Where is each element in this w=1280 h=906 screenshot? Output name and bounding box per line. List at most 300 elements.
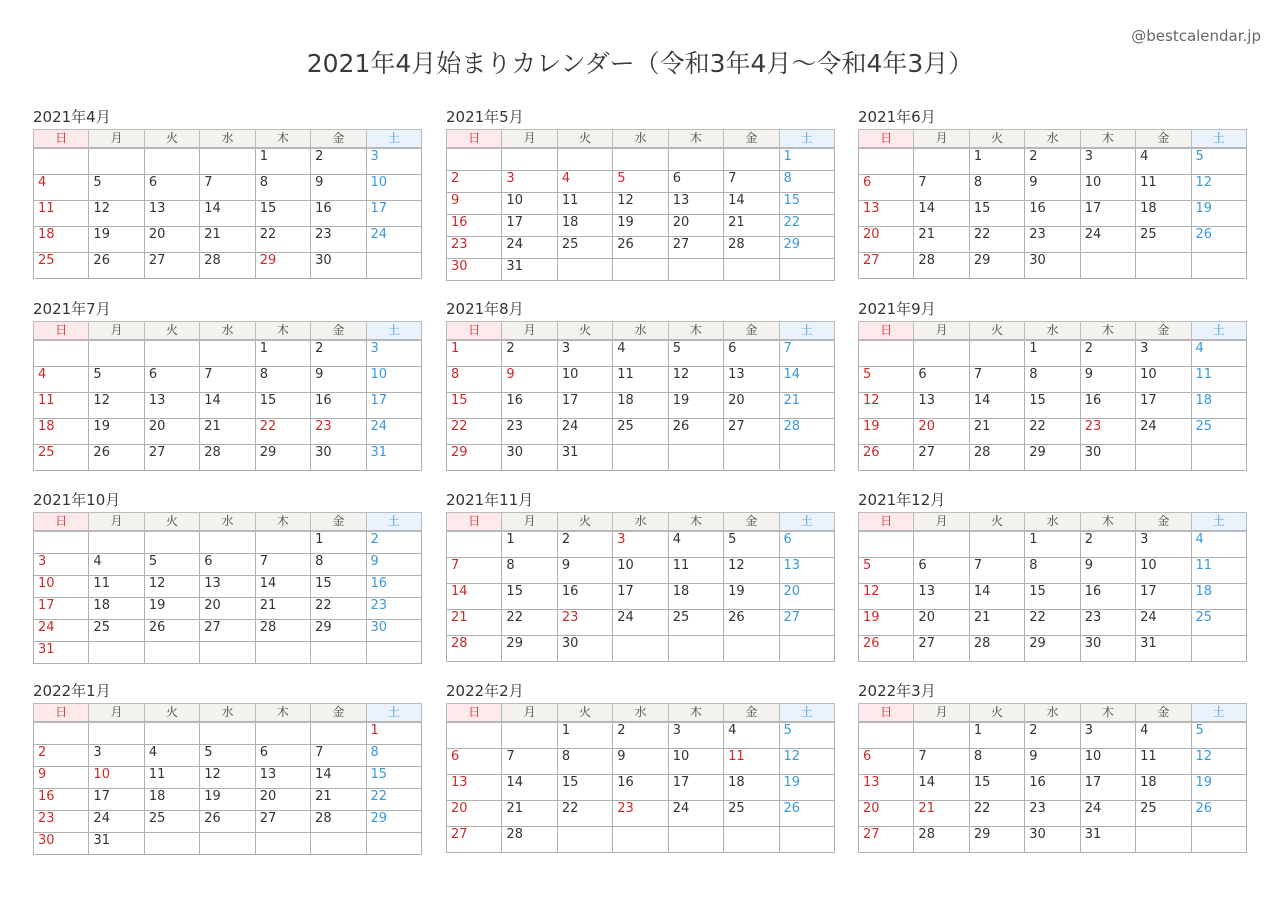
month-calendar bbox=[446, 106, 835, 281]
weekday-header: 月 bbox=[502, 322, 557, 341]
day-cell: 3 bbox=[613, 531, 668, 558]
day-cell: 8 bbox=[779, 171, 834, 193]
day-cell: 17 bbox=[89, 789, 144, 811]
month-calendar bbox=[858, 680, 1247, 853]
day-cell: 16 bbox=[311, 393, 366, 419]
day-cell: 1 bbox=[311, 531, 366, 554]
month-title: 2022年1月 bbox=[33, 682, 111, 700]
week-row bbox=[859, 801, 1247, 827]
day-cell: 23 bbox=[613, 801, 668, 827]
day-cell: 27 bbox=[859, 827, 914, 853]
week-row bbox=[859, 148, 1247, 175]
day-cell: 25 bbox=[613, 419, 668, 445]
day-cell: 30 bbox=[1080, 636, 1135, 662]
day-cell: 22 bbox=[1025, 610, 1080, 636]
weekday-header: 土 bbox=[779, 322, 834, 341]
weekday-header-row bbox=[447, 513, 835, 532]
day-cell: 26 bbox=[859, 636, 914, 662]
day-cell: 1 bbox=[1025, 531, 1080, 558]
empty-cell bbox=[557, 827, 612, 853]
weekday-header: 木 bbox=[668, 704, 723, 723]
day-cell: 7 bbox=[311, 745, 366, 767]
day-cell: 21 bbox=[200, 227, 255, 253]
day-cell: 11 bbox=[668, 558, 723, 584]
day-cell: 10 bbox=[557, 367, 612, 393]
day-cell: 14 bbox=[914, 201, 969, 227]
day-cell: 22 bbox=[255, 227, 310, 253]
day-cell: 15 bbox=[311, 576, 366, 598]
empty-cell bbox=[200, 642, 255, 664]
week-row bbox=[34, 722, 422, 745]
month-calendar bbox=[446, 489, 835, 662]
day-cell: 14 bbox=[914, 775, 969, 801]
day-cell: 7 bbox=[502, 749, 557, 775]
day-cell: 27 bbox=[859, 253, 914, 279]
day-cell: 6 bbox=[255, 745, 310, 767]
day-cell: 20 bbox=[447, 801, 502, 827]
day-cell: 22 bbox=[311, 598, 366, 620]
day-cell: 8 bbox=[311, 554, 366, 576]
week-row bbox=[859, 584, 1247, 610]
day-cell: 3 bbox=[1136, 340, 1191, 367]
day-cell: 10 bbox=[502, 193, 557, 215]
day-cell: 25 bbox=[1136, 227, 1191, 253]
week-row bbox=[34, 367, 422, 393]
day-cell: 26 bbox=[613, 237, 668, 259]
day-cell: 24 bbox=[668, 801, 723, 827]
weekday-header: 土 bbox=[366, 130, 421, 149]
day-cell: 14 bbox=[200, 201, 255, 227]
day-cell: 25 bbox=[1191, 610, 1246, 636]
day-cell: 18 bbox=[1191, 584, 1246, 610]
empty-cell bbox=[34, 722, 89, 745]
day-cell: 5 bbox=[144, 554, 199, 576]
weekday-header: 日 bbox=[34, 322, 89, 341]
day-cell: 30 bbox=[311, 445, 366, 471]
day-cell: 12 bbox=[1191, 175, 1246, 201]
day-cell: 29 bbox=[1025, 636, 1080, 662]
weekday-header: 月 bbox=[914, 704, 969, 723]
week-row bbox=[447, 531, 835, 558]
week-row bbox=[859, 827, 1247, 853]
day-cell: 16 bbox=[1025, 775, 1080, 801]
day-cell: 21 bbox=[969, 610, 1024, 636]
day-cell: 6 bbox=[914, 367, 969, 393]
day-cell: 3 bbox=[1136, 531, 1191, 558]
day-cell: 3 bbox=[1080, 722, 1135, 749]
day-cell: 7 bbox=[779, 340, 834, 367]
month-calendar bbox=[33, 298, 422, 471]
month-title: 2021年7月 bbox=[33, 300, 111, 318]
day-cell: 30 bbox=[311, 253, 366, 279]
empty-cell bbox=[668, 827, 723, 853]
day-cell: 25 bbox=[557, 237, 612, 259]
weekday-header: 日 bbox=[447, 322, 502, 341]
weekday-header: 日 bbox=[859, 513, 914, 532]
day-cell: 13 bbox=[779, 558, 834, 584]
week-row bbox=[34, 811, 422, 833]
day-cell: 24 bbox=[557, 419, 612, 445]
day-cell: 16 bbox=[311, 201, 366, 227]
week-row bbox=[859, 419, 1247, 445]
empty-cell bbox=[144, 722, 199, 745]
day-cell: 22 bbox=[502, 610, 557, 636]
day-cell: 29 bbox=[779, 237, 834, 259]
day-cell: 9 bbox=[366, 554, 421, 576]
day-cell: 25 bbox=[1136, 801, 1191, 827]
week-row bbox=[34, 393, 422, 419]
day-cell: 14 bbox=[779, 367, 834, 393]
day-cell: 25 bbox=[668, 610, 723, 636]
day-cell: 26 bbox=[779, 801, 834, 827]
empty-cell bbox=[255, 642, 310, 664]
day-cell: 24 bbox=[366, 227, 421, 253]
day-cell: 13 bbox=[914, 393, 969, 419]
weekday-header-row bbox=[34, 513, 422, 532]
day-cell: 20 bbox=[859, 227, 914, 253]
weekday-header: 土 bbox=[1191, 513, 1246, 532]
day-cell: 20 bbox=[859, 801, 914, 827]
day-cell: 3 bbox=[502, 171, 557, 193]
day-cell: 22 bbox=[969, 227, 1024, 253]
month-title: 2021年8月 bbox=[446, 300, 524, 318]
day-cell: 11 bbox=[34, 393, 89, 419]
empty-cell bbox=[200, 531, 255, 554]
week-row bbox=[447, 775, 835, 801]
week-row bbox=[34, 531, 422, 554]
day-cell: 4 bbox=[89, 554, 144, 576]
day-cell: 5 bbox=[724, 531, 779, 558]
day-cell: 6 bbox=[144, 367, 199, 393]
empty-cell bbox=[447, 148, 502, 171]
day-cell: 27 bbox=[668, 237, 723, 259]
weekday-header: 水 bbox=[200, 513, 255, 532]
day-cell: 9 bbox=[447, 193, 502, 215]
day-cell: 28 bbox=[969, 636, 1024, 662]
day-cell: 31 bbox=[502, 259, 557, 281]
month-title: 2022年2月 bbox=[446, 682, 524, 700]
day-cell: 24 bbox=[1080, 801, 1135, 827]
day-cell: 27 bbox=[447, 827, 502, 853]
day-cell: 15 bbox=[779, 193, 834, 215]
day-cell: 25 bbox=[89, 620, 144, 642]
week-row bbox=[447, 636, 835, 662]
day-cell: 14 bbox=[724, 193, 779, 215]
day-cell: 15 bbox=[255, 201, 310, 227]
week-row bbox=[447, 558, 835, 584]
day-cell: 17 bbox=[502, 215, 557, 237]
day-cell: 16 bbox=[1025, 201, 1080, 227]
day-cell: 12 bbox=[144, 576, 199, 598]
day-cell: 14 bbox=[969, 584, 1024, 610]
weekday-header: 月 bbox=[914, 322, 969, 341]
day-cell: 28 bbox=[914, 827, 969, 853]
day-cell: 3 bbox=[366, 148, 421, 175]
day-cell: 2 bbox=[502, 340, 557, 367]
weekday-header: 木 bbox=[255, 322, 310, 341]
month-table bbox=[858, 129, 1247, 279]
weekday-header: 水 bbox=[200, 704, 255, 723]
weekday-header: 金 bbox=[311, 322, 366, 341]
weekday-header: 金 bbox=[724, 513, 779, 532]
day-cell: 5 bbox=[779, 722, 834, 749]
day-cell: 8 bbox=[447, 367, 502, 393]
day-cell: 1 bbox=[557, 722, 612, 749]
day-cell: 5 bbox=[200, 745, 255, 767]
day-cell: 9 bbox=[1080, 367, 1135, 393]
week-row bbox=[34, 789, 422, 811]
day-cell: 16 bbox=[447, 215, 502, 237]
week-row bbox=[447, 148, 835, 171]
day-cell: 18 bbox=[144, 789, 199, 811]
weekday-header: 土 bbox=[1191, 322, 1246, 341]
empty-cell bbox=[859, 531, 914, 558]
empty-cell bbox=[89, 148, 144, 175]
day-cell: 14 bbox=[255, 576, 310, 598]
day-cell: 4 bbox=[1191, 531, 1246, 558]
day-cell: 15 bbox=[447, 393, 502, 419]
month-title: 2021年5月 bbox=[446, 108, 524, 126]
weekday-header: 木 bbox=[255, 130, 310, 149]
day-cell: 2 bbox=[311, 148, 366, 175]
day-cell: 27 bbox=[255, 811, 310, 833]
day-cell: 15 bbox=[502, 584, 557, 610]
empty-cell bbox=[34, 340, 89, 367]
day-cell: 13 bbox=[255, 767, 310, 789]
empty-cell bbox=[1080, 253, 1135, 279]
day-cell: 17 bbox=[668, 775, 723, 801]
day-cell: 27 bbox=[200, 620, 255, 642]
day-cell: 17 bbox=[1136, 584, 1191, 610]
weekday-header: 土 bbox=[366, 513, 421, 532]
day-cell: 30 bbox=[1025, 253, 1080, 279]
weekday-header: 土 bbox=[779, 130, 834, 149]
day-cell: 22 bbox=[969, 801, 1024, 827]
weekday-header: 土 bbox=[366, 322, 421, 341]
weekday-header: 金 bbox=[1136, 130, 1191, 149]
day-cell: 21 bbox=[447, 610, 502, 636]
day-cell: 30 bbox=[1080, 445, 1135, 471]
empty-cell bbox=[311, 642, 366, 664]
empty-cell bbox=[613, 636, 668, 662]
day-cell: 25 bbox=[724, 801, 779, 827]
empty-cell bbox=[255, 833, 310, 855]
day-cell: 3 bbox=[557, 340, 612, 367]
day-cell: 8 bbox=[366, 745, 421, 767]
day-cell: 12 bbox=[779, 749, 834, 775]
weekday-header: 日 bbox=[34, 130, 89, 149]
week-row bbox=[859, 610, 1247, 636]
day-cell: 11 bbox=[89, 576, 144, 598]
month-table bbox=[446, 129, 835, 281]
empty-cell bbox=[366, 253, 421, 279]
empty-cell bbox=[366, 642, 421, 664]
site-credit: @bestcalendar.jp bbox=[1131, 27, 1261, 45]
day-cell: 22 bbox=[255, 419, 310, 445]
weekday-header: 月 bbox=[502, 704, 557, 723]
day-cell: 1 bbox=[255, 148, 310, 175]
day-cell: 9 bbox=[1080, 558, 1135, 584]
day-cell: 26 bbox=[89, 445, 144, 471]
day-cell: 5 bbox=[613, 171, 668, 193]
weekday-header: 水 bbox=[613, 704, 668, 723]
day-cell: 25 bbox=[34, 445, 89, 471]
week-row bbox=[447, 259, 835, 281]
weekday-header: 火 bbox=[557, 513, 612, 532]
day-cell: 27 bbox=[779, 610, 834, 636]
week-row bbox=[447, 749, 835, 775]
day-cell: 21 bbox=[969, 419, 1024, 445]
weekday-header: 金 bbox=[724, 322, 779, 341]
weekday-header: 土 bbox=[779, 704, 834, 723]
day-cell: 13 bbox=[668, 193, 723, 215]
month-calendar bbox=[858, 489, 1247, 662]
day-cell: 30 bbox=[366, 620, 421, 642]
empty-cell bbox=[144, 531, 199, 554]
weekday-header: 木 bbox=[1080, 322, 1135, 341]
day-cell: 13 bbox=[859, 775, 914, 801]
day-cell: 15 bbox=[557, 775, 612, 801]
day-cell: 19 bbox=[613, 215, 668, 237]
weekday-header: 木 bbox=[255, 513, 310, 532]
weekday-header: 日 bbox=[859, 322, 914, 341]
day-cell: 31 bbox=[34, 642, 89, 664]
day-cell: 21 bbox=[502, 801, 557, 827]
week-row bbox=[34, 148, 422, 175]
day-cell: 4 bbox=[34, 175, 89, 201]
day-cell: 16 bbox=[34, 789, 89, 811]
day-cell: 27 bbox=[144, 253, 199, 279]
weekday-header: 水 bbox=[613, 322, 668, 341]
empty-cell bbox=[200, 722, 255, 745]
day-cell: 19 bbox=[1191, 775, 1246, 801]
empty-cell bbox=[1191, 253, 1246, 279]
month-title: 2021年12月 bbox=[858, 491, 946, 509]
day-cell: 5 bbox=[89, 367, 144, 393]
day-cell: 16 bbox=[366, 576, 421, 598]
day-cell: 28 bbox=[447, 636, 502, 662]
month-table bbox=[446, 703, 835, 853]
day-cell: 9 bbox=[1025, 175, 1080, 201]
weekday-header: 水 bbox=[613, 130, 668, 149]
day-cell: 9 bbox=[557, 558, 612, 584]
day-cell: 7 bbox=[447, 558, 502, 584]
empty-cell bbox=[255, 722, 310, 745]
day-cell: 29 bbox=[502, 636, 557, 662]
day-cell: 23 bbox=[34, 811, 89, 833]
week-row bbox=[447, 801, 835, 827]
day-cell: 4 bbox=[1136, 722, 1191, 749]
day-cell: 23 bbox=[557, 610, 612, 636]
day-cell: 2 bbox=[1025, 722, 1080, 749]
day-cell: 13 bbox=[200, 576, 255, 598]
weekday-header: 木 bbox=[668, 130, 723, 149]
day-cell: 13 bbox=[859, 201, 914, 227]
weekday-header: 月 bbox=[89, 513, 144, 532]
weekday-header-row bbox=[447, 322, 835, 341]
week-row bbox=[34, 554, 422, 576]
day-cell: 18 bbox=[668, 584, 723, 610]
day-cell: 21 bbox=[724, 215, 779, 237]
weekday-header-row bbox=[859, 513, 1247, 532]
day-cell: 30 bbox=[502, 445, 557, 471]
weekday-header: 日 bbox=[859, 130, 914, 149]
day-cell: 28 bbox=[724, 237, 779, 259]
empty-cell bbox=[447, 531, 502, 558]
weekday-header: 木 bbox=[668, 322, 723, 341]
day-cell: 10 bbox=[613, 558, 668, 584]
empty-cell bbox=[200, 833, 255, 855]
empty-cell bbox=[1136, 827, 1191, 853]
empty-cell bbox=[724, 148, 779, 171]
day-cell: 19 bbox=[144, 598, 199, 620]
week-row bbox=[34, 598, 422, 620]
day-cell: 8 bbox=[969, 175, 1024, 201]
day-cell: 19 bbox=[668, 393, 723, 419]
day-cell: 23 bbox=[311, 227, 366, 253]
month-calendar bbox=[858, 298, 1247, 471]
month-calendar bbox=[446, 680, 835, 853]
day-cell: 2 bbox=[1080, 531, 1135, 558]
month-title: 2021年9月 bbox=[858, 300, 936, 318]
day-cell: 11 bbox=[1136, 749, 1191, 775]
empty-cell bbox=[200, 148, 255, 175]
day-cell: 9 bbox=[1025, 749, 1080, 775]
day-cell: 16 bbox=[613, 775, 668, 801]
empty-cell bbox=[613, 259, 668, 281]
day-cell: 6 bbox=[724, 340, 779, 367]
week-row bbox=[34, 340, 422, 367]
day-cell: 28 bbox=[779, 419, 834, 445]
week-row bbox=[859, 340, 1247, 367]
day-cell: 24 bbox=[34, 620, 89, 642]
day-cell: 12 bbox=[1191, 749, 1246, 775]
day-cell: 19 bbox=[724, 584, 779, 610]
empty-cell bbox=[969, 531, 1024, 558]
week-row bbox=[34, 642, 422, 664]
day-cell: 20 bbox=[255, 789, 310, 811]
day-cell: 7 bbox=[914, 749, 969, 775]
day-cell: 18 bbox=[1191, 393, 1246, 419]
day-cell: 17 bbox=[1080, 775, 1135, 801]
month-title: 2021年4月 bbox=[33, 108, 111, 126]
week-row bbox=[859, 531, 1247, 558]
day-cell: 7 bbox=[914, 175, 969, 201]
weekday-header: 木 bbox=[255, 704, 310, 723]
week-row bbox=[447, 171, 835, 193]
day-cell: 29 bbox=[1025, 445, 1080, 471]
day-cell: 17 bbox=[557, 393, 612, 419]
day-cell: 13 bbox=[144, 393, 199, 419]
day-cell: 22 bbox=[557, 801, 612, 827]
empty-cell bbox=[255, 531, 310, 554]
day-cell: 1 bbox=[779, 148, 834, 171]
day-cell: 2 bbox=[311, 340, 366, 367]
day-cell: 7 bbox=[200, 367, 255, 393]
day-cell: 25 bbox=[1191, 419, 1246, 445]
day-cell: 27 bbox=[914, 636, 969, 662]
weekday-header: 木 bbox=[668, 513, 723, 532]
day-cell: 8 bbox=[1025, 367, 1080, 393]
week-row bbox=[34, 201, 422, 227]
empty-cell bbox=[557, 148, 612, 171]
weekday-header: 日 bbox=[34, 513, 89, 532]
day-cell: 16 bbox=[1080, 584, 1135, 610]
empty-cell bbox=[89, 642, 144, 664]
day-cell: 2 bbox=[613, 722, 668, 749]
page-title: 2021年4月始まりカレンダー（令和3年4月〜令和4年3月） bbox=[306, 49, 974, 78]
empty-cell bbox=[1191, 636, 1246, 662]
